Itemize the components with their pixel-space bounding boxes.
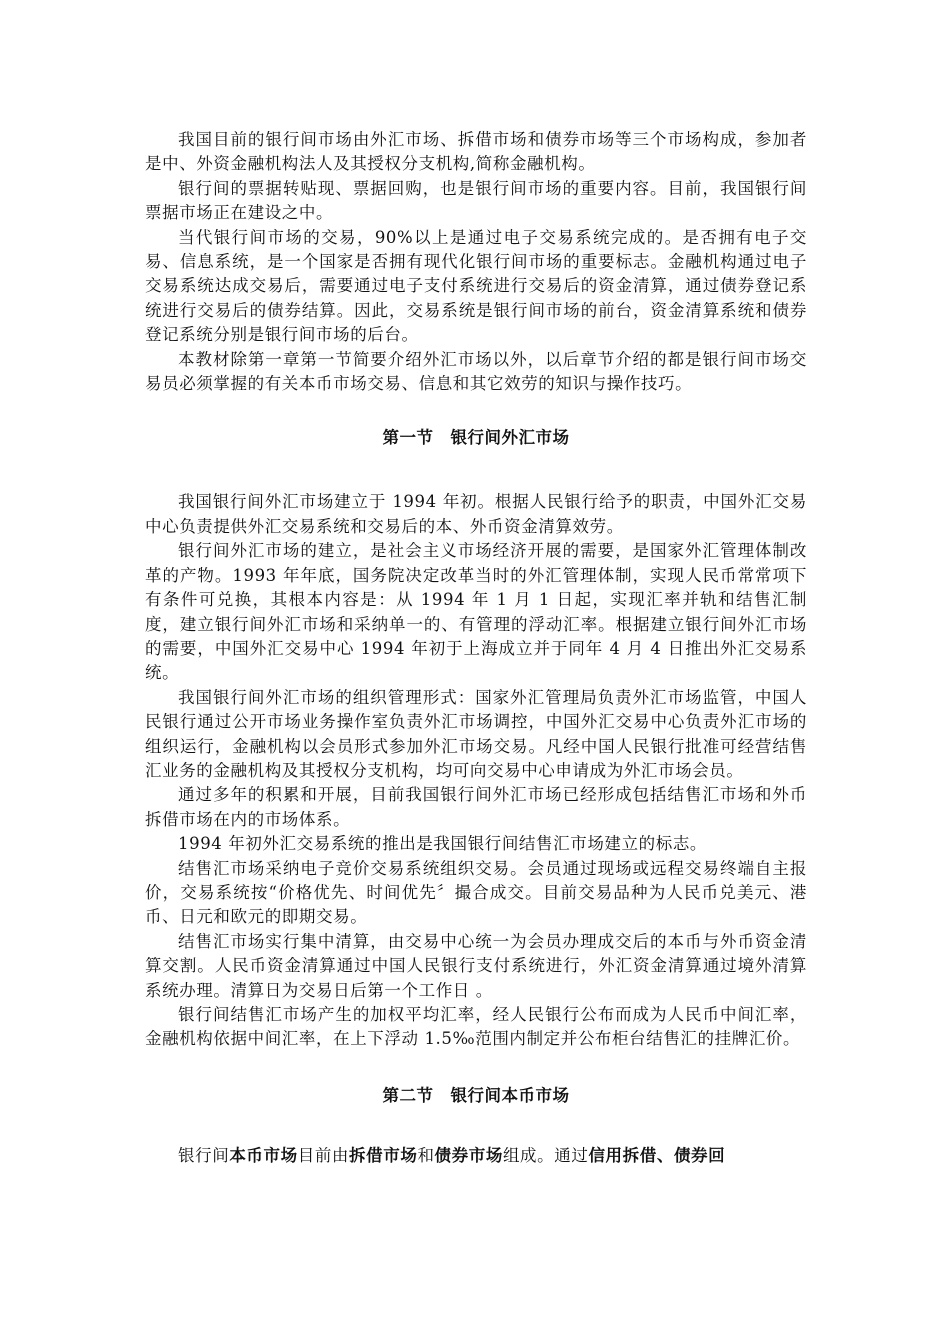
bold-term: 债券市场 (434, 1145, 503, 1165)
section-2-heading: 第二节 银行间本币市场 (382, 1085, 570, 1105)
section-1-paragraph-7: 结售汇市场实行集中清算，由交易中心统一为会员办理成交后的本币与外币资金清算交割。人民币资金清算通过中国人民银行支付系统进行，外汇资金清算通过境外清算系统办理。清算日为交易日后第一个工作日 。 (145, 931, 807, 1000)
section-1-paragraph-6: 结售汇市场采纳电子竞价交易系统组织交易。会员通过现场或远程交易终端自主报价，交易系统按“价格优先、时间优先〞撮合成交。目前交易品种为人民币兑美元、港币、日元和欧元的即期交易。 (145, 858, 807, 927)
text-run: 和 (417, 1145, 435, 1165)
text-run: 银行间 (178, 1145, 230, 1165)
section-1-paragraph-2: 银行间外汇市场的建立，是社会主义市场经济开展的需要，是国家外汇管理体制改革的产物。1993 年年底，国务院决定改革当时的外汇管理体制，实现人民币常常项下有条件可兑换，其根本内容是：从 1994 年 1 月 1 日起，实现汇率并轨和结售汇制度，建立银行间外汇市场和采纳单一的、有管理的浮动汇率。根据建立银行间外汇市场的需要，中国外汇交易中心 1994 年初于上海成立并于同年 4 月 4 日推出外汇交易系统。 (145, 541, 807, 683)
bold-term: 本币市场 (229, 1145, 298, 1165)
section-1-paragraph-8: 银行间结售汇市场产生的加权平均汇率，经人民银行公布而成为人民币中间汇率，金融机构依据中间汇率，在上下浮动 1.5‰范围内制定并公布柜台结售汇的挂牌汇价。 (145, 1005, 807, 1049)
intro-paragraph-2: 银行间的票据转贴现、票据回购，也是银行间市场的重要内容。目前，我国银行间票据市场正在建设之中。 (145, 178, 807, 223)
section-1-paragraph-1: 我国银行间外汇市场建立于 1994 年初。根据人民银行给予的职责，中国外汇交易中心负责提供外汇交易系统和交易后的本、外币资金清算效劳。 (145, 492, 807, 536)
section-1-heading: 第一节 银行间外汇市场 (382, 428, 570, 448)
text-run: 目前由 (297, 1145, 350, 1165)
text-run: 组成。通过 (502, 1145, 589, 1165)
bold-term: 信用拆借、债券回 (588, 1145, 726, 1165)
bold-term: 拆借市场 (349, 1145, 418, 1165)
document-page (145, 128, 807, 1168)
intro-paragraph-4: 本教材除第一章第一节简要介绍外汇市场以外，以后章节介绍的都是银行间市场交易员必须掌握的有关本币市场交易、信息和其它效劳的知识与操作技巧。 (145, 349, 807, 394)
intro-paragraph-1: 我国目前的银行间市场由外汇市场、拆借市场和债券市场等三个市场构成，参加者是中、外资金融机构法人及其授权分支机构,简称金融机构。 (145, 130, 807, 174)
section-2-paragraph-1 (145, 1144, 807, 1168)
intro-paragraph-3: 当代银行间市场的交易，90%以上是通过电子交易系统完成的。是否拥有电子交易、信息系统，是一个国家是否拥有现代化银行间市场的重要标志。金融机构通过电子交易系统达成交易后，需要通过电子支付系统进行交易后的资金清算，通过债券登记系统进行交易后的债券结算。因此，交易系统是银行间市场的前台，资金清算系统和债券登记系统分别是银行间市场的后台。 (145, 227, 807, 345)
section-1-paragraph-3: 我国银行间外汇市场的组织管理形式：国家外汇管理局负责外汇市场监管，中国人民银行通过公开市场业务操作室负责外汇市场调控，中国外汇交易中心负责外汇市场的组织运行，金融机构以会员形式参加外汇市场交易。凡经中国人民银行批准可经营结售汇业务的金融机构及其授权分支机构，均可向交易中心申请成为外汇市场会员。 (145, 687, 807, 780)
section-1-paragraph-5: 1994 年初外汇交易系统的推出是我国银行间结售汇市场建立的标志。 (178, 834, 708, 854)
section-1-paragraph-4: 通过多年的积累和开展，目前我国银行间外汇市场已经形成包括结售汇市场和外币拆借市场在内的市场体系。 (145, 785, 807, 829)
